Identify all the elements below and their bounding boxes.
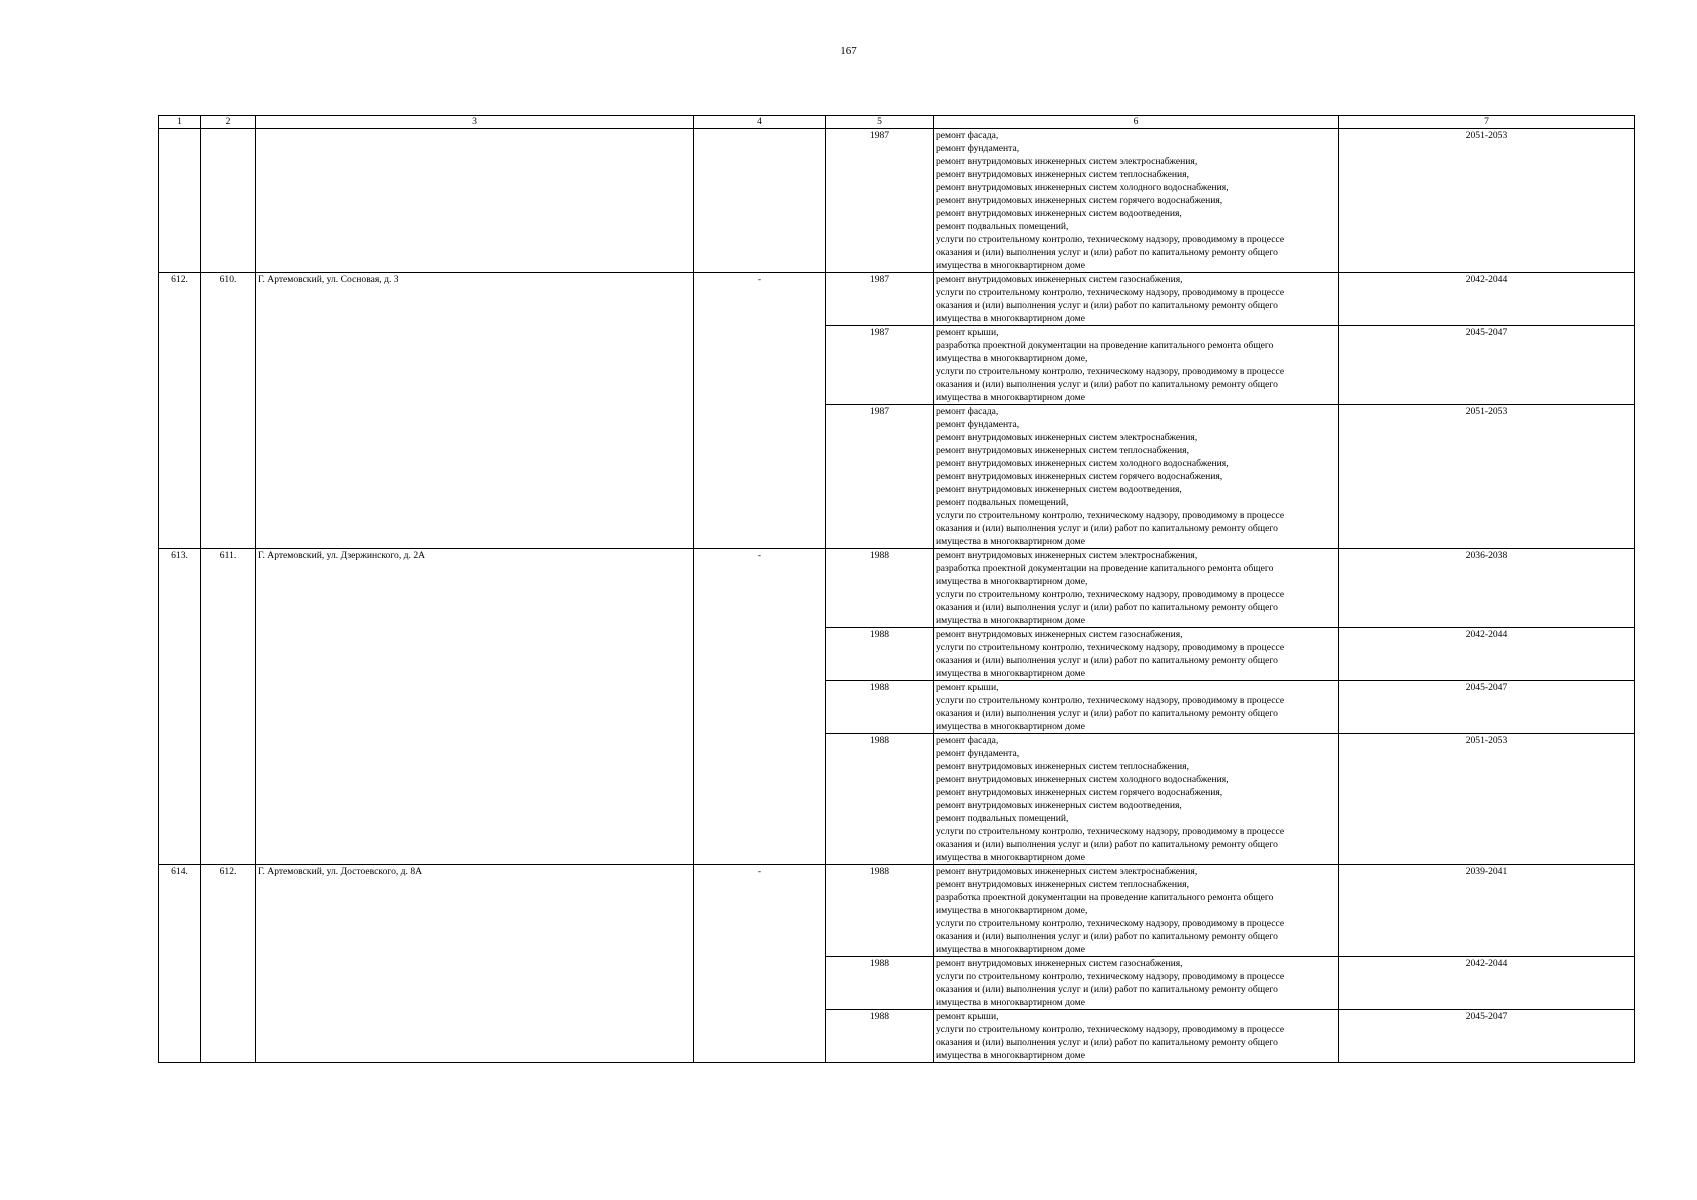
repair-period: 2045-2047	[1339, 326, 1635, 405]
repair-period: 2042-2044	[1339, 273, 1635, 326]
column-header: 5	[826, 116, 934, 129]
column-header: 3	[256, 116, 694, 129]
work-list: ремонт крыши, услуги по строительному контролю, техническому надзору, проводимому в процессе оказания и (или) выполнения услуг и (или) работ по капитальному ремонту общего имущества в многоквартирном доме	[934, 1010, 1339, 1063]
column-header: 2	[201, 116, 256, 129]
build-year: 1987	[826, 273, 934, 326]
build-year: 1987	[826, 405, 934, 549]
build-year: 1988	[826, 865, 934, 957]
work-list: ремонт фасада, ремонт фундамента, ремонт внутридомовых инженерных систем электроснабжения, ремонт внутридомовых инженерных систем теплоснабжения, ремонт внутридомовых инженерных систем холодного водоснабжения, ремонт внутридомовых инженерных систем горячего водоснабжения, ремонт внутридомовых инженерных систем водоотведения, ремонт подвальных помещений, услуги по строительному контролю, техническому надзору, проводимому в процессе оказания и (или) выполнения услуг и (или) работ по капитальному ремонту общего имущества в многоквартирном доме	[934, 129, 1339, 273]
table-row	[159, 865, 1635, 957]
register-number: 611.	[201, 549, 256, 865]
work-list: ремонт внутридомовых инженерных систем газоснабжения, услуги по строительному контролю, техническому надзору, проводимому в процессе оказания и (или) выполнения услуг и (или) работ по капитальному ремонту общего имущества в многоквартирном доме	[934, 957, 1339, 1010]
building-number: 613.	[159, 549, 201, 865]
work-list: ремонт фасада, ремонт фундамента, ремонт внутридомовых инженерных систем теплоснабжения, ремонт внутридомовых инженерных систем холодного водоснабжения, ремонт внутридомовых инженерных систем горячего водоснабжения, ремонт внутридомовых инженерных систем водоотведения, ремонт подвальных помещений, услуги по строительному контролю, техническому надзору, проводимому в процессе оказания и (или) выполнения услуг и (или) работ по капитальному ремонту общего имущества в многоквартирном доме	[934, 734, 1339, 865]
work-list: ремонт внутридомовых инженерных систем электроснабжения, ремонт внутридомовых инженерных систем теплоснабжения, разработка проектной документации на проведение капитального ремонта общего имущества в многоквартирном доме, услуги по строительному контролю, техническому надзору, проводимому в процессе оказания и (или) выполнения услуг и (или) работ по капитальному ремонту общего имущества в многоквартирном доме	[934, 865, 1339, 957]
capital-repair-table	[158, 115, 1635, 1063]
build-year: 1988	[826, 734, 934, 865]
repair-period: 2045-2047	[1339, 1010, 1635, 1063]
column-4-value	[694, 129, 826, 273]
table-row	[159, 129, 1635, 273]
work-list: ремонт внутридомовых инженерных систем газоснабжения, услуги по строительному контролю, техническому надзору, проводимому в процессе оказания и (или) выполнения услуг и (или) работ по капитальному ремонту общего имущества в многоквартирном доме	[934, 628, 1339, 681]
repair-period: 2051-2053	[1339, 734, 1635, 865]
work-list: ремонт внутридомовых инженерных систем электроснабжения, разработка проектной документации на проведение капитального ремонта общего имущества в многоквартирном доме, услуги по строительному контролю, техническому надзору, проводимому в процессе оказания и (или) выполнения услуг и (или) работ по капитальному ремонту общего имущества в многоквартирном доме	[934, 549, 1339, 628]
work-list: ремонт фасада, ремонт фундамента, ремонт внутридомовых инженерных систем электроснабжения, ремонт внутридомовых инженерных систем теплоснабжения, ремонт внутридомовых инженерных систем холодного водоснабжения, ремонт внутридомовых инженерных систем горячего водоснабжения, ремонт внутридомовых инженерных систем водоотведения, ремонт подвальных помещений, услуги по строительному контролю, техническому надзору, проводимому в процессе оказания и (или) выполнения услуг и (или) работ по капитальному ремонту общего имущества в многоквартирном доме	[934, 405, 1339, 549]
address: Г. Артемовский, ул. Достоевского, д. 8А	[256, 865, 694, 1063]
build-year: 1988	[826, 957, 934, 1010]
address: Г. Артемовский, ул. Дзержинского, д. 2А	[256, 549, 694, 865]
work-list: ремонт крыши, услуги по строительному контролю, техническому надзору, проводимому в процессе оказания и (или) выполнения услуг и (или) работ по капитальному ремонту общего имущества в многоквартирном доме	[934, 681, 1339, 734]
repair-period: 2042-2044	[1339, 957, 1635, 1010]
address	[256, 129, 694, 273]
column-number-row	[159, 116, 1635, 129]
build-year: 1988	[826, 549, 934, 628]
repair-period: 2036-2038	[1339, 549, 1635, 628]
column-header: 4	[694, 116, 826, 129]
column-header: 7	[1339, 116, 1635, 129]
address: Г. Артемовский, ул. Сосновая, д. 3	[256, 273, 694, 549]
register-number: 610.	[201, 273, 256, 549]
column-4-value: -	[694, 273, 826, 549]
repair-period: 2051-2053	[1339, 405, 1635, 549]
repair-period: 2039-2041	[1339, 865, 1635, 957]
repair-period: 2042-2044	[1339, 628, 1635, 681]
column-header: 1	[159, 116, 201, 129]
building-number: 612.	[159, 273, 201, 549]
repair-period: 2045-2047	[1339, 681, 1635, 734]
register-number	[201, 129, 256, 273]
building-number: 614.	[159, 865, 201, 1063]
register-number: 612.	[201, 865, 256, 1063]
table-row	[159, 549, 1635, 628]
build-year: 1988	[826, 681, 934, 734]
column-header: 6	[934, 116, 1339, 129]
work-list: ремонт крыши, разработка проектной документации на проведение капитального ремонта общего имущества в многоквартирном доме, услуги по строительному контролю, техническому надзору, проводимому в процессе оказания и (или) выполнения услуг и (или) работ по капитальному ремонту общего имущества в многоквартирном доме	[934, 326, 1339, 405]
build-year: 1987	[826, 326, 934, 405]
page-number: 167	[840, 45, 857, 57]
repair-period: 2051-2053	[1339, 129, 1635, 273]
column-4-value: -	[694, 549, 826, 865]
table-row	[159, 273, 1635, 326]
table-body	[159, 129, 1635, 1063]
build-year: 1987	[826, 129, 934, 273]
work-list: ремонт внутридомовых инженерных систем газоснабжения, услуги по строительному контролю, техническому надзору, проводимому в процессе оказания и (или) выполнения услуг и (или) работ по капитальному ремонту общего имущества в многоквартирном доме	[934, 273, 1339, 326]
building-number	[159, 129, 201, 273]
build-year: 1988	[826, 628, 934, 681]
build-year: 1988	[826, 1010, 934, 1063]
column-4-value: -	[694, 865, 826, 1063]
